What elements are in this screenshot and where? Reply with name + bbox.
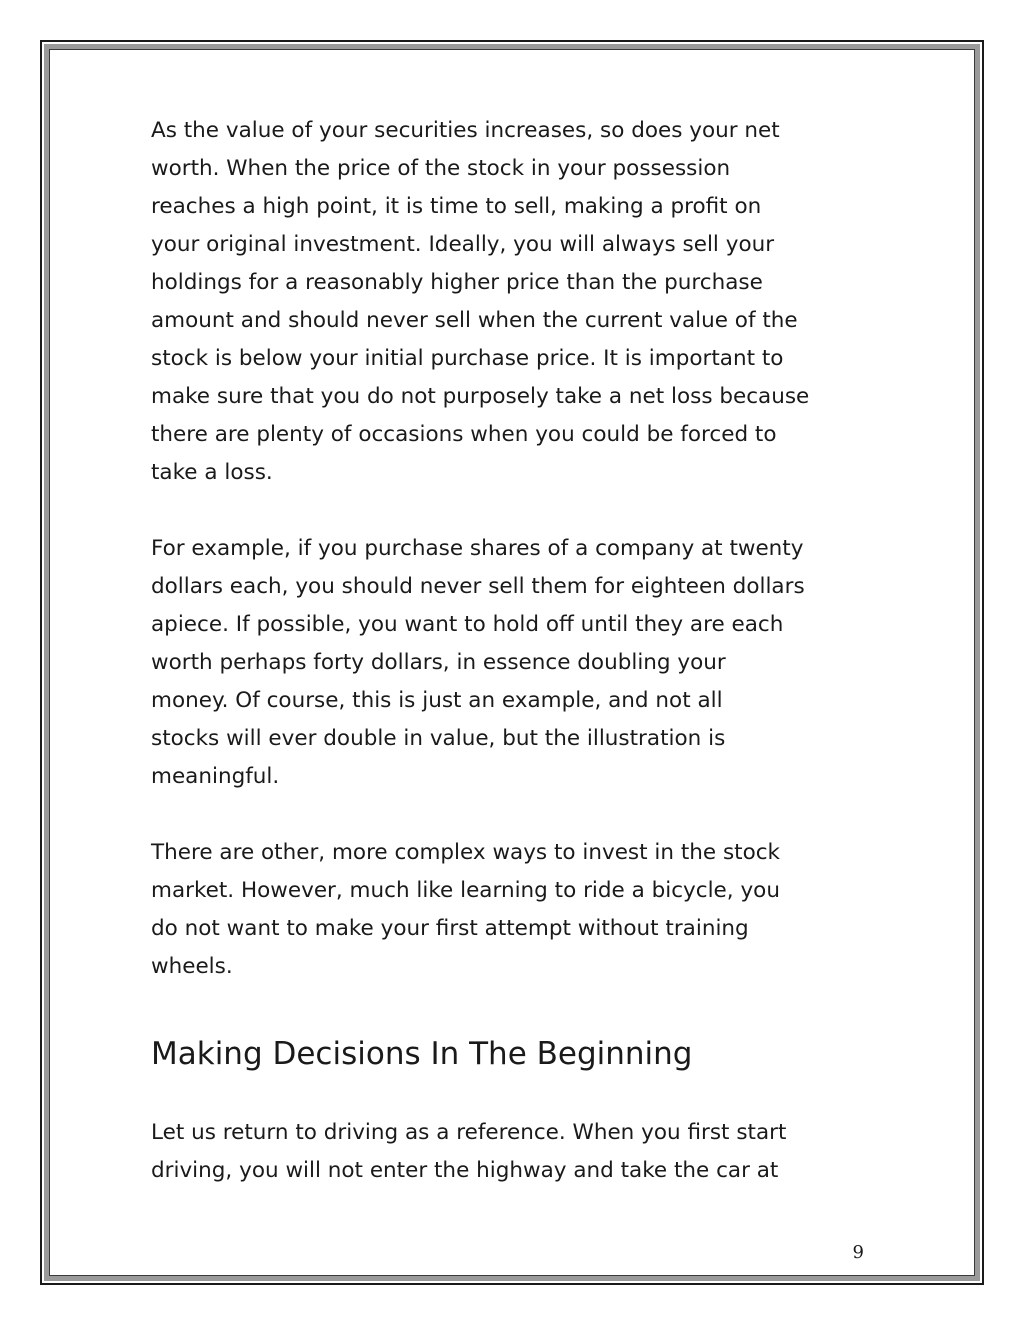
page-number: 9: [852, 1242, 864, 1263]
document-body: [151, 112, 881, 1228]
paragraph-securities: As the value of your securities increases, so does your net worth. When the price of the stock in your possession reaches a high point, it is time to sell, making a profit on your original investment. Ideally, you will always sell your holdings for a reasonably higher price than the purchase amount and should never sell when the current value of the stock is below your initial purchase price. It is important to make sure that you do not purposely take a net loss because there are plenty of occasions when you could be forced to take a loss.: [151, 118, 810, 485]
paragraph-example: For example, if you purchase shares of a company at twenty dollars each, you should never sell them for eighteen dollars apiece. If possible, you want to hold off until they are each worth perhaps forty dollars, in essence doubling your money. Of course, this is just an example, and not all stocks will ever double in value, but the illustration is meaningful.: [151, 536, 805, 789]
paragraph-driving: Let us return to driving as a reference. When you first start driving, you will not enter the highway and take the car at: [151, 1120, 787, 1183]
section-heading: Making Decisions In The Beginning: [151, 1036, 693, 1072]
paragraph-complex-ways: There are other, more complex ways to invest in the stock market. However, much like learning to ride a bicycle, you do not want to make your first attempt without training wheels.: [151, 840, 781, 979]
